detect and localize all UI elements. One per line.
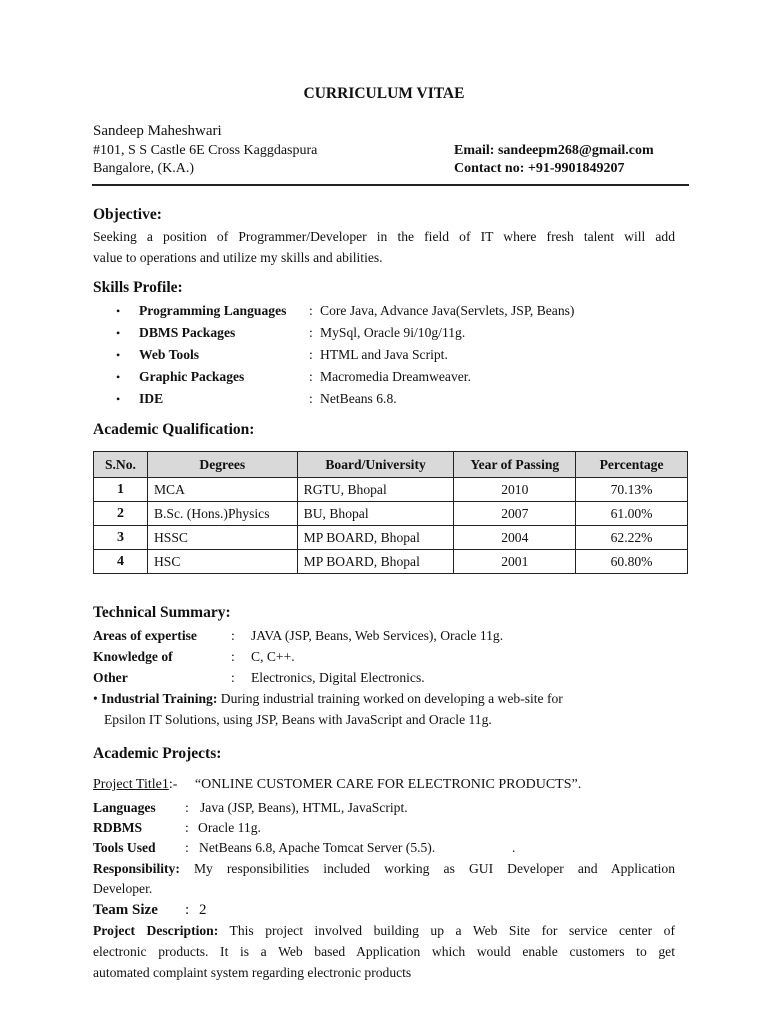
skill-bullet: • bbox=[116, 392, 121, 406]
cell-percentage: 62.22% bbox=[576, 526, 688, 550]
skill-bullet: • bbox=[116, 370, 121, 384]
project-title-value: “ONLINE CUSTOMER CARE FOR ELECTRONIC PRODUCTS”. bbox=[194, 777, 582, 792]
tech-value-other: Electronics, Digital Electronics. bbox=[251, 670, 425, 685]
contact-number: Contact no: +91-9901849207 bbox=[454, 161, 625, 176]
header-divider bbox=[92, 184, 689, 186]
project-tools-value: NetBeans 6.8, Apache Tomcat Server (5.5). bbox=[199, 840, 436, 855]
project-languages-value: Java (JSP, Beans), HTML, JavaScript. bbox=[200, 800, 408, 815]
skill-bullet: • bbox=[116, 326, 121, 340]
project-title-label: Project Title1 bbox=[93, 777, 169, 792]
cell-degree: B.Sc. (Hons.)Physics bbox=[147, 502, 297, 526]
skill-label-dbms: DBMS Packages bbox=[139, 325, 236, 340]
project-team-value: 2 bbox=[199, 902, 207, 918]
project-responsibility-line-1 bbox=[93, 861, 675, 877]
training-label: Industrial Training: bbox=[101, 691, 218, 706]
project-colon: : bbox=[185, 820, 189, 835]
project-tools-dot: . bbox=[512, 840, 516, 855]
objective-line-2: value to operations and utilize my skills and abilities. bbox=[93, 250, 383, 265]
project-description-line-2: electronic products. It is a Web based Application which would enable customers to get bbox=[93, 944, 675, 959]
skill-value-ide: NetBeans 6.8. bbox=[320, 391, 397, 406]
skill-bullet: • bbox=[116, 304, 121, 318]
project-description-line-3: automated complaint system regarding electronic products bbox=[93, 965, 412, 980]
project-description-label: Project Description: bbox=[93, 923, 219, 938]
cell-board: MP BOARD, Bhopal bbox=[297, 526, 454, 550]
tech-label-knowledge: Knowledge of bbox=[93, 649, 173, 664]
cell-board: RGTU, Bhopal bbox=[297, 478, 454, 502]
academic-heading: Academic Qualification: bbox=[93, 421, 255, 438]
skills-heading: Skills Profile: bbox=[93, 279, 183, 296]
skill-value-graphic: Macromedia Dreamweaver. bbox=[320, 369, 471, 384]
address-line-1: #101, S S Castle 6E Cross Kaggdaspura bbox=[93, 143, 318, 158]
cell-percentage: 70.13% bbox=[576, 478, 688, 502]
project-title-line bbox=[93, 777, 581, 793]
training-line-2: Epsilon IT Solutions, using JSP, Beans with JavaScript and Oracle 11g. bbox=[104, 712, 492, 727]
column-header: S.No. bbox=[94, 452, 148, 478]
document-title: CURRICULUM VITAE bbox=[303, 85, 465, 102]
training-bullet: • bbox=[93, 691, 98, 706]
email: Email: sandeepm268@gmail.com bbox=[454, 143, 654, 158]
tech-value-knowledge: C, C++. bbox=[251, 649, 295, 664]
tech-colon: : bbox=[231, 628, 235, 643]
project-responsibility-line-2: Developer. bbox=[93, 881, 153, 896]
tech-colon: : bbox=[231, 649, 235, 664]
project-rdbms-label: RDBMS bbox=[93, 820, 143, 835]
table-header-row bbox=[94, 452, 688, 478]
column-header: Board/University bbox=[297, 452, 454, 478]
cell-sno: 1 bbox=[94, 478, 148, 502]
table-row bbox=[94, 526, 688, 550]
tech-label-expertise: Areas of expertise bbox=[93, 628, 197, 643]
technical-heading: Technical Summary: bbox=[93, 604, 231, 621]
project-colon: : bbox=[185, 840, 189, 855]
cell-year: 2004 bbox=[454, 526, 576, 550]
cell-year: 2001 bbox=[454, 550, 576, 574]
skill-value-web-tools: HTML and Java Script. bbox=[320, 347, 448, 362]
cell-sno: 3 bbox=[94, 526, 148, 550]
project-responsibility-text-1: My responsibilities included working as GUI Developer and Application bbox=[193, 861, 675, 876]
cell-degree: HSSC bbox=[147, 526, 297, 550]
project-team-label: Team Size bbox=[93, 902, 158, 918]
table-row bbox=[94, 478, 688, 502]
cell-degree: MCA bbox=[147, 478, 297, 502]
project-tools-label: Tools Used bbox=[93, 840, 156, 855]
tech-value-expertise: JAVA (JSP, Beans, Web Services), Oracle 11g. bbox=[251, 628, 504, 643]
project-description-line-1 bbox=[93, 923, 675, 939]
cell-sno: 2 bbox=[94, 502, 148, 526]
skill-colon: : bbox=[309, 391, 313, 406]
projects-heading: Academic Projects: bbox=[93, 745, 222, 762]
skill-value-programming: Core Java, Advance Java(Servlets, JSP, Beans) bbox=[320, 303, 575, 318]
objective-line-1: Seeking a position of Programmer/Developer in the field of IT where fresh talent will add bbox=[93, 229, 675, 244]
project-colon: : bbox=[185, 800, 189, 815]
objective-heading: Objective: bbox=[93, 206, 162, 223]
address-line-2: Bangalore, (K.A.) bbox=[93, 161, 195, 176]
project-responsibility-label: Responsibility: bbox=[93, 861, 180, 876]
skill-label-web-tools: Web Tools bbox=[139, 347, 200, 362]
skill-value-dbms: MySql, Oracle 9i/10g/11g. bbox=[320, 325, 466, 340]
skill-bullet: • bbox=[116, 348, 121, 362]
cell-percentage: 60.80% bbox=[576, 550, 688, 574]
cell-year: 2007 bbox=[454, 502, 576, 526]
cell-board: MP BOARD, Bhopal bbox=[297, 550, 454, 574]
skill-colon: : bbox=[309, 347, 313, 362]
training-line-1 bbox=[93, 691, 563, 707]
column-header: Percentage bbox=[576, 452, 688, 478]
column-header: Degrees bbox=[147, 452, 297, 478]
skill-label-ide: IDE bbox=[139, 391, 164, 406]
cell-sno: 4 bbox=[94, 550, 148, 574]
table-row bbox=[94, 550, 688, 574]
project-colon: : bbox=[185, 902, 190, 918]
cell-year: 2010 bbox=[454, 478, 576, 502]
skill-label-programming: Programming Languages bbox=[139, 303, 287, 318]
skill-label-graphic: Graphic Packages bbox=[139, 369, 245, 384]
tech-label-other: Other bbox=[93, 670, 128, 685]
skill-colon: : bbox=[309, 303, 313, 318]
cell-board: BU, Bhopal bbox=[297, 502, 454, 526]
cell-degree: HSC bbox=[147, 550, 297, 574]
skill-colon: : bbox=[309, 369, 313, 384]
candidate-name: Sandeep Maheshwari bbox=[93, 123, 222, 139]
project-title-sep: :- bbox=[168, 777, 178, 792]
column-header: Year of Passing bbox=[454, 452, 576, 478]
skill-colon: : bbox=[309, 325, 313, 340]
project-languages-label: Languages bbox=[93, 800, 156, 815]
training-text-1: During industrial training worked on developing a web-site for bbox=[217, 691, 563, 706]
tech-colon: : bbox=[231, 670, 235, 685]
project-rdbms-value: Oracle 11g. bbox=[198, 820, 261, 835]
table-row bbox=[94, 502, 688, 526]
project-description-text-1: This project involved building up a Web Site for service center of bbox=[229, 923, 676, 938]
qualification-table bbox=[93, 451, 688, 574]
cell-percentage: 61.00% bbox=[576, 502, 688, 526]
